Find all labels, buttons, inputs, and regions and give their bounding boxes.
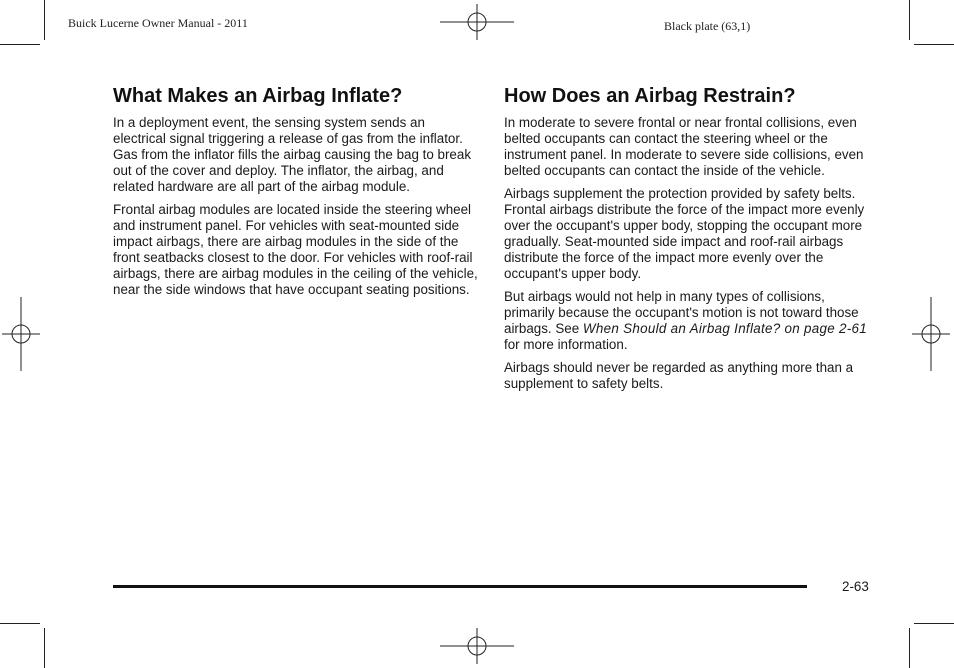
right-column xyxy=(504,84,874,399)
paragraph-text: But airbags would not help in many types of collisions, primarily because the occupant's motion is not toward those airbags. See xyxy=(504,289,859,336)
paragraph xyxy=(504,289,874,353)
left-column xyxy=(113,84,481,305)
page-number: 2-63 xyxy=(842,579,869,594)
paragraph: In moderate to severe frontal or near frontal collisions, even belted occupants can contact the steering wheel or the instrument panel. In moderate to severe side collisions, even belted occupants can contact the inside of the vehicle. xyxy=(504,115,864,178)
registration-mark-icon xyxy=(440,4,514,40)
crop-mark xyxy=(44,628,45,668)
paragraph: Airbags should never be regarded as anything more than a supplement to safety belts. xyxy=(504,360,854,391)
crop-mark xyxy=(909,628,910,668)
crop-mark xyxy=(909,0,910,40)
section-heading: What Makes an Airbag Inflate? xyxy=(113,85,403,107)
paragraph: In a deployment event, the sensing system sends an electrical signal triggering a release of gas from the inflator. Gas from the inflator fills the airbag causing the bag to break out of the cover and deploy. The inflator, the airbag, and related hardware are all part of the airbag module. xyxy=(113,115,472,194)
section-heading: How Does an Airbag Restrain? xyxy=(504,85,796,107)
footer-rule xyxy=(113,585,807,588)
plate-label: Black plate (63,1) xyxy=(664,19,751,33)
crop-mark xyxy=(0,44,40,45)
cross-reference-link[interactable]: When Should an Airbag Inflate? on page 2-61 xyxy=(582,321,868,336)
crop-mark xyxy=(44,0,45,40)
paragraph: Airbags supplement the protection provided by safety belts. Frontal airbags distribute the force of the impact more evenly over the occupant's upper body, stopping the occupant more gradually. Seat-mounted side impact and roof-rail airbags distribute the force of the impact more evenly over the occupant's upper body. xyxy=(504,186,865,281)
paragraph: Frontal airbag modules are located inside the steering wheel and instrument panel. For vehicles with seat-mounted side impact airbags, there are airbag modules in the side of the front seatbacks closest to the door. For vehicles with roof-rail airbags, there are airbag modules in the ceiling of the vehicle, near the side windows that have occupant seating positions. xyxy=(113,202,478,297)
crop-mark xyxy=(0,623,40,624)
registration-mark-icon xyxy=(440,628,514,664)
paragraph-text: for more information. xyxy=(504,337,628,352)
registration-mark-icon xyxy=(2,297,40,371)
manual-title: Buick Lucerne Owner Manual - 2011 xyxy=(68,16,248,30)
crop-mark xyxy=(914,44,954,45)
crop-mark xyxy=(914,623,954,624)
registration-mark-icon xyxy=(912,297,950,371)
